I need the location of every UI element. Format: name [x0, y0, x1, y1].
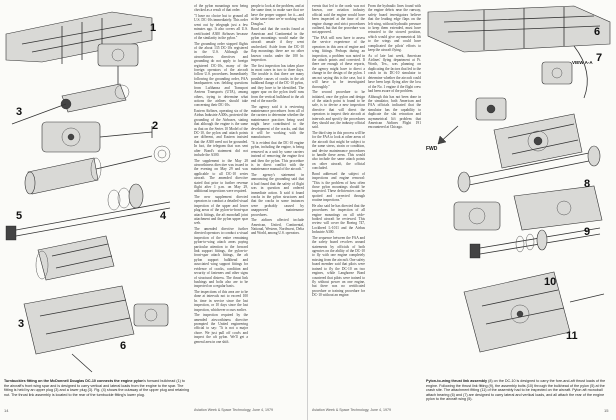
callout-number: 2	[152, 120, 159, 132]
view-label: VIEW A-A	[572, 60, 593, 65]
callout-number: 11	[566, 330, 578, 342]
callout-number: 7	[596, 52, 603, 64]
paragraph: The inspections of this area are to be done at intervals not to exceed 100 hr. time in service since the last inspection, or 10 days since the last inspection, whichever occurs earlier.	[194, 289, 248, 312]
callout-number: 3	[16, 106, 23, 118]
callout-number: 5	[16, 210, 23, 222]
paragraph: The agency's statement in announcing the grounding said that it had found that the safety of flight was in question and ordered immediate action. It said it found cracks in the pylon structures and that the cracks in some instances were probably caused by unapproved maintenance procedures.	[251, 172, 304, 217]
paragraph: The second procedure to be initiated, once the pylon and design of the attach point is found to be safe, is to devise a new inspection directive that will direct the operators to inspect their aircraft at intervals and specify the procedures they should use, the industry official said.	[312, 90, 365, 130]
paragraph: of the pylon mountings now being checked as a result of that order.	[194, 4, 248, 13]
paragraph: The supplement to the May 28 airworthiness directive was issued in the evening on May 29 and was applicable to all DC-10 series aircraft. The amended directive stated that prior to further revenue flight after 1 p.m. on May 29, additional inspections were required.	[194, 158, 248, 194]
paragraph: people to look at the problem, and at the same time, to make sure that we have the proper support for it—and at the same time we're working with Douglas."	[251, 4, 304, 26]
left-text-column-1	[194, 4, 248, 386]
paragraph: The sequence between the FAA and the safety board revolves around statements by officials of both agencies on the ability of the DC-10 to fly with one engine completely missing from the aircraft. One safety board member said that pilots were trained to fly the DC-10 on two engines, while Langhorne Bond countered that pilots were trained to fly without power on one engine, but there was no certificated procedure or training procedure for DC-10 without an engine.	[312, 235, 365, 298]
paragraph: The new supplement directed operators to conduct a detailed visual inspection of the upper and lower plug areas of the pylon-to-front-spar attach fittings, the aft monoball joint attachment and the pylon upper spar web.	[194, 195, 248, 226]
paragraph: "I have no choice but to ground all U.S. DC-10s immediately. This order went out by telegraph just a few minutes ago. It also covers all U.S. certificated A300 Airbuses because of the similarity in the pylon."	[194, 14, 248, 41]
callout-number: 6	[594, 26, 601, 38]
caption-body: (8) on the DC-10 is designed to carry the fore-and-aft thrust loads of the engine. Following the thrust link fitting (9), the assembly bolts (10) through the bulkhead of the pylon (5) at the crash site. The attachment fitting (11) of the assembly had to be inspected on the aircraft. Pylon aft monoball attach bearing (6) and (7) are designed to carry lateral and vertical loads, and all attach the rear of the engine pylon to the aircraft wing (5).	[426, 379, 606, 402]
paragraph: The amended directive further directed operators to conduct a visual inspection of the entire remaining pylon-to-wing attach areas paying particular attention to the forward link support fittings, the pylon-to-front-spar attach fittings, the aft pylon support bulkhead and associated wing support fittings for evidence of cracks, condition and security of fasteners and other signs of structural distress. The thrust link bushings and bolts also are to be inspected on a regular basis.	[194, 227, 248, 289]
paragraph: Although this has not been done in the simulator, both American and FAA officials indicated that the simulator has the capability to duplicate the slat retraction and asymmetrical lift problem that American Airlines Flight 191 encountered at Chicago.	[368, 94, 421, 130]
pylon-fitting-exploded-illustration	[2, 4, 190, 376]
page-footer: Aviation Week & Space Technology, June 4, 1979	[312, 408, 392, 412]
paragraph: "The FAA will now have to assess the service experience of the operators in this area of engine and wing fittings. Perhaps during an inspection, a problem was noted in the attach points and corrected. If there are enough of these reports, the agency might have to direct a change in the design of the pylon. I am not saying this is the case, but it will have to be investigated thoroughly."	[312, 36, 365, 89]
callout-number: 10	[544, 276, 557, 288]
paragraph: The inspection required by the amended airworthiness directive prompted the United engineering official to say: "It is not a major chore. We just pull off cowls and inspect the aft pylon. We'll get a general area in one shift.	[194, 313, 248, 344]
callout-number: 4	[160, 210, 167, 222]
paragraph: Eastern Airlines, operating six of the Airbus Industrie A300s, protested the grounding of the Airbuses, stating that although the engine is the same as that on the Series 10 Model of the DC-10, the pylon and attach points are different, and Eastern insisted that the A300 need not be grounded. In fact, the telegram that was sent after Bond's statement did not include the A300.	[194, 108, 248, 157]
callout-number: 3	[18, 318, 25, 330]
paragraph: events that led to the crash was not known, one aviation industry official said the engine would have been inspected at the time of the engine change and strict procedures outlined, but that the procedure was not approved.	[312, 4, 365, 35]
right-text-column-2	[368, 4, 421, 404]
paragraph: As of late last week, American Airlines' flying department at Ft. Worth, Tex., was planning on duplicating the factors that led to the crash in its DC-10 simulator to determine whether the aircraft could have been kept flying after the loss of the No. 1 engine if the flight crew had been aware of the problem.	[368, 53, 421, 93]
callout-number: 9	[584, 226, 591, 238]
callout-number: 6	[120, 340, 127, 352]
paragraph: From the hydraulic lines found with the engine debris near the runway, safety board investigators believe that the leading edge flaps on the left wing, without hydraulic pressure to keep them extended, must have retracted to the stowed position, which would give asymmetrical lift to the wings and could have complicated the pilots' efforts to keep the aircraft flying.	[368, 4, 421, 53]
paragraph: The agency said it is reviewing maintenance procedures from all of the carriers to determine whether the maintenance practices being used might have contributed to the development of the cracks, and that it will be working with the manufacturer.	[251, 104, 304, 140]
paragraph: He also said he has directed that the procedures for inspection of all engine mountings on all wide-bodied aircraft be reviewed. This review will cover the Boeing 747, Lockheed L-1011 and the Airbus Industrie A300.	[312, 203, 365, 235]
fwd-label: FWD	[426, 146, 438, 152]
page-footer: Aviation Week & Space Technology, June 4, 1979	[194, 408, 274, 412]
callout-number: 1	[150, 22, 157, 34]
paragraph: The first inspection has taken place in most cases in two to three days. The trouble is that there are many possible causes of cracks in the aft bulkhead flange of the DC-10 pylon, and they have to be identified. The upper spar on the pylon itself runs from the vertical bulkhead to the aft end of the nacelle.	[251, 63, 304, 103]
right-page	[308, 0, 616, 420]
paragraph: Bond addressed the subject of inspections and engine removal: "This is the problem of how often those pylon mountings should be inspected. These deficiencies can be spotted and corrected through routine inspections."	[312, 171, 365, 203]
right-text-column-1	[312, 4, 365, 404]
caption-title: Turnbuckles fitting on the McDonnell Douglas DC-10 connects the engine pylon	[4, 379, 144, 383]
callout-number: 8	[584, 178, 591, 190]
paragraph: The third step in this process will be for the FAA to look at other areas of the aircraft that might be subject to the same stress, strain or condition, and devise maintenance procedures to handle these areas. This would also include the same attach points on other aircraft, the official concluded.	[312, 130, 365, 171]
figure-caption	[4, 379, 190, 403]
caption-title: Pylon-to-wing thrust link assembly	[426, 379, 488, 383]
page-number: 15	[604, 408, 609, 413]
left-text-column-2	[251, 4, 304, 386]
figure-caption	[426, 379, 612, 403]
paragraph: The airlines affected include American, United, Continental, National, Western, Northwest, Delta and World, among U.S. operators.	[251, 218, 304, 236]
paragraph: "It is evident that the DC-10 engine pylon, including the engine, is being removed as a unit by some carriers instead of removing the engine first and then the pylon. This procedure is in direct conflict with the maintenance manual of the aircraft."	[251, 140, 304, 172]
page-number: 14	[4, 408, 9, 413]
paragraph: Bond said that the cracks found at American and Continental in the pylon mountings would make the aircraft unsafe if they went unchecked. Aside from the DC-10 flap mountings there are no other known cracks under the 100 hr. inspection.	[251, 27, 304, 63]
caption-body: 's forward bulkhead (1) to the aircraft's front wing spar and is designed to carry vertical and lateral loads from the engine to the spar. The fitting is held by an upper plug (3) and a lower plug (3). Fig. (4) shows the cutaway of the upper plug and retaining nut. The thrust link assembly is located to the rear of the turnbuckle fitting's lower plug.	[4, 379, 190, 397]
paragraph: The grounding order stopped flights of the about 135 DC-10s registered in the U.S. Although the airworthiness directives and grounding do not apply to foreign registered DC-10s, many of the foreign operators of the aircraft follow U.S. procedures. Immediately following the grounding order, FAA headquarters was fielding questions from Lufthansa and Transport Aeriens Transports (UTA), among others, trying to determine what actions the airlines should take concerning their DC-10s.	[194, 41, 248, 108]
